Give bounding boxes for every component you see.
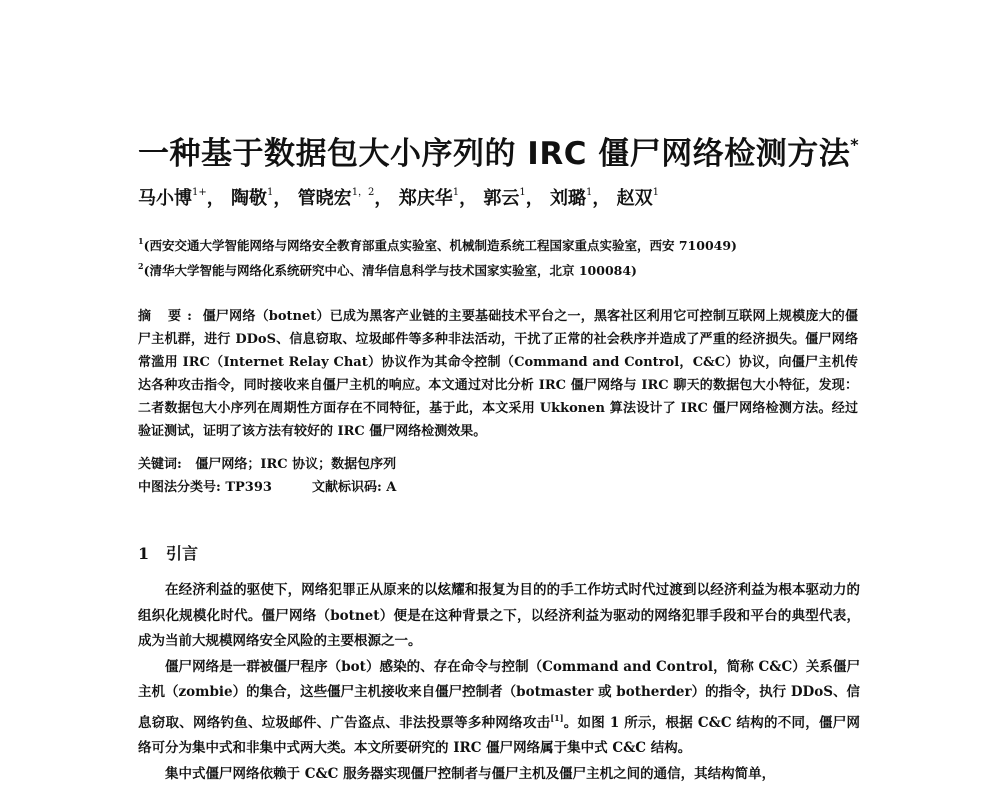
affiliation-2: $^2$(清华大学智能与网络化系统研究中心、清华信息科学与技术国家实验室，北京 100084): [138, 261, 637, 279]
author: 郭云$^1$: [483, 188, 525, 209]
section-heading: [138, 541, 198, 564]
author: 赵双$^1$: [617, 188, 659, 209]
doc-code-value: A: [386, 480, 396, 495]
section-title: 引言: [166, 544, 198, 563]
citation[interactable]: [1]: [550, 713, 563, 723]
section-number: 1: [138, 544, 166, 563]
paragraph: 集中式僵尸网络依赖于 C&C 服务器实现僵尸控制者与僵尸主机及僵尸主机之间的通信，其结构简单，: [138, 762, 860, 787]
abstract: [138, 305, 858, 443]
affiliation-1: $^1$(西安交通大学智能网络与网络安全教育部重点实验室、机械制造系统工程国家重点实验室，西安 710049): [138, 236, 737, 254]
doc-code-label: 文献标识码:: [312, 480, 382, 495]
section-body: [138, 578, 860, 787]
abstract-label: 摘 要:: [138, 309, 198, 324]
clc-value: TP393: [225, 480, 272, 495]
author: 马小博$^{1+}$: [138, 188, 207, 209]
author: 管晓宏$^{1,2}$: [298, 188, 375, 209]
keywords-text: 僵尸网络；IRC 协议；数据包序列: [195, 457, 396, 472]
keywords-label: 关键词:: [138, 457, 182, 472]
author: 陶敬$^1$: [231, 188, 273, 209]
paper-title-text: 一种基于数据包大小序列的 IRC 僵尸网络检测方法: [138, 136, 850, 172]
paper-title: [138, 128, 859, 173]
paragraph: 僵尸网络是一群被僵尸程序（bot）感染的、存在命令与控制（Command and Control，简称 C&C）关系僵尸主机（zombie）的集合，这些僵尸主机接收来自僵尸控制者（botmaster 或 botherder）的指令，执行 DDoS、信息窃取、网络钓鱼、垃圾邮件、广告盗点、非法投票等多种网络攻击[1]。如图 1 所示，根据 C&C 结构的不同，僵尸网络可分为集中式和非集中式两大类。本文所要研究的 IRC 僵尸网络属于集中式 C&C 结构。: [138, 655, 860, 762]
author-list: 马小博$^{1+}$， 陶敬$^1$， 管晓宏$^{1,2}$， 郑庆华$^1$， 郭云$^1$， 刘璐$^1$， 赵双$^1$: [138, 183, 659, 210]
keywords: [138, 453, 396, 472]
title-footnote-mark: *: [850, 135, 859, 154]
classification: [138, 476, 396, 495]
abstract-text: 僵尸网络（botnet）已成为黑客产业链的主要基础技术平台之一，黑客社区利用它可控制互联网上规模庞大的僵尸主机群，进行 DDoS、信息窃取、垃圾邮件等多种非法活动，干扰了正常的社会秩序并造成了严重的经济损失。僵尸网络常滥用 IRC（Internet Relay Chat）协议作为其命令控制（Command and Control，C&C）协议，向僵尸主机传达各种攻击指令，同时接收来自僵尸主机的响应。本文通过对比分析 IRC 僵尸网络与 IRC 聊天的数据包大小特征，发现：二者数据包大小序列在周期性方面存在不同特征，基于此，本文采用 Ukkonen 算法设计了 IRC 僵尸网络检测方法。经过验证测试，证明了该方法有较好的 IRC 僵尸网络检测效果。: [138, 309, 858, 439]
author: 郑庆华$^1$: [399, 188, 459, 209]
paragraph: 在经济利益的驱使下，网络犯罪正从原来的以炫耀和报复为目的的手工作坊式时代过渡到以经济利益为根本驱动力的组织化规模化时代。僵尸网络（botnet）便是在这种背景之下，以经济利益为驱动的网络犯罪手段和平台的典型代表，成为当前大规模网络安全风险的主要根源之一。: [138, 578, 860, 655]
clc-label: 中图法分类号:: [138, 480, 221, 495]
author: 刘璐$^1$: [550, 188, 592, 209]
